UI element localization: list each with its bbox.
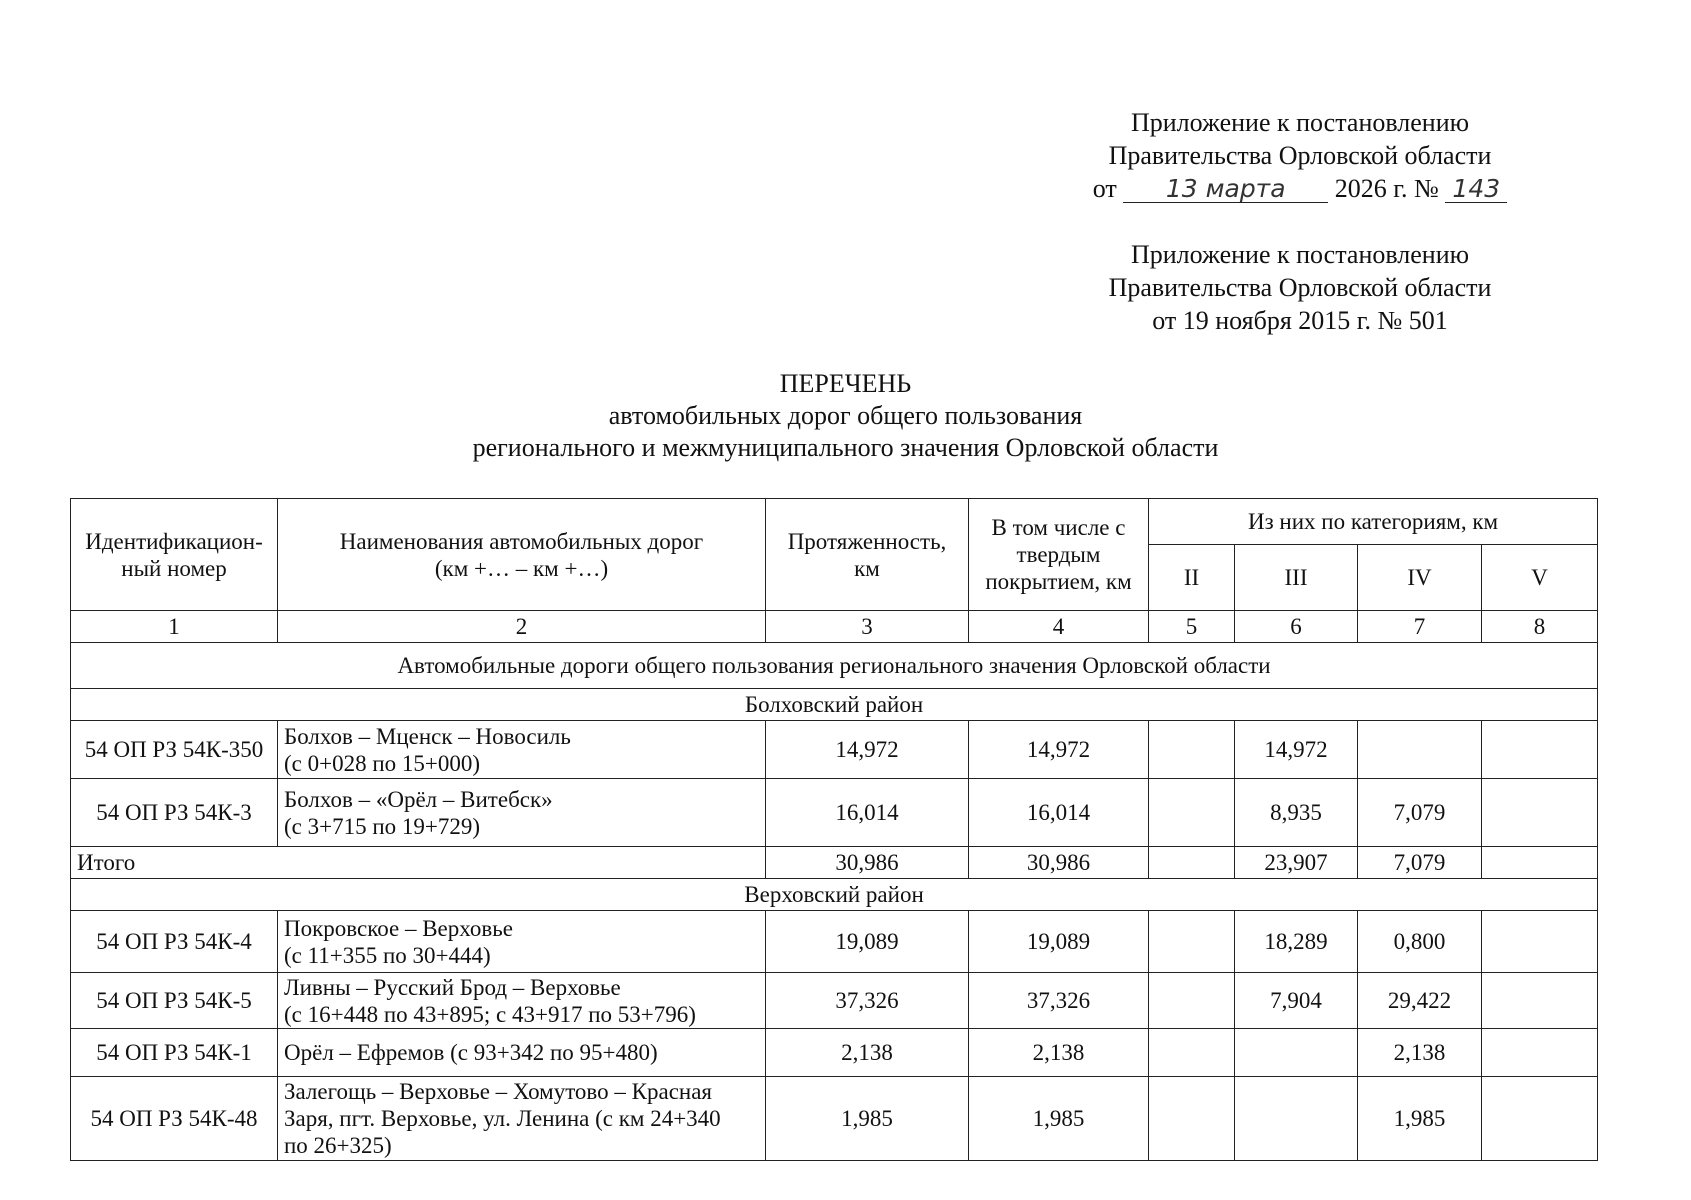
header-new-line2: Правительства Орловской области bbox=[1108, 141, 1492, 170]
road-name bbox=[278, 1077, 766, 1161]
col-number: 6 bbox=[1235, 611, 1358, 643]
road-cat-ii bbox=[1149, 1029, 1235, 1077]
road-cat-v bbox=[1482, 911, 1598, 973]
col-header-cat-iii: III bbox=[1235, 545, 1358, 611]
road-name bbox=[278, 721, 766, 779]
road-name-line: (с 0+028 по 15+000) bbox=[284, 750, 481, 776]
road-cat-ii bbox=[1149, 721, 1235, 779]
road-name-line: Ливны – Русский Брод – Верховье bbox=[284, 974, 621, 1000]
road-paved: 14,972 bbox=[969, 721, 1149, 779]
header-new-prefix: от bbox=[1092, 174, 1117, 203]
col-header-length: Протяженность, км bbox=[766, 499, 969, 611]
col-number: 8 bbox=[1482, 611, 1598, 643]
title-line1: ПЕРЕЧЕНЬ bbox=[779, 369, 912, 398]
road-cat-v bbox=[1482, 1029, 1598, 1077]
table-row bbox=[71, 1029, 1598, 1077]
road-cat-ii bbox=[1149, 779, 1235, 847]
total-paved: 30,986 bbox=[969, 847, 1149, 879]
header-old-line1: Приложение к постановлению bbox=[1130, 240, 1470, 269]
road-id: 54 ОП РЗ 54К-5 bbox=[71, 973, 278, 1029]
header-new-line1: Приложение к постановлению bbox=[1130, 108, 1470, 137]
road-id: 54 ОП РЗ 54К-3 bbox=[71, 779, 278, 847]
road-id: 54 ОП РЗ 54К-48 bbox=[71, 1077, 278, 1161]
road-cat-ii bbox=[1149, 911, 1235, 973]
title-line2: автомобильных дорог общего пользования bbox=[608, 401, 1083, 430]
road-cat-ii bbox=[1149, 973, 1235, 1029]
total-row bbox=[71, 847, 1598, 879]
road-id: 54 ОП РЗ 54К-4 bbox=[71, 911, 278, 973]
header-old-line2: Правительства Орловской области bbox=[1108, 273, 1492, 302]
road-length: 1,985 bbox=[766, 1077, 969, 1161]
table-row bbox=[71, 911, 1598, 973]
road-cat-iv: 1,985 bbox=[1358, 1077, 1482, 1161]
road-name-line: Болхов – Мценск – Новосиль bbox=[284, 723, 571, 749]
road-name-line: Заря, пгт. Верховье, ул. Ленина (с км 24+340 bbox=[284, 1106, 721, 1131]
col-header-name-line1: Наименования автомобильных дорог bbox=[339, 528, 704, 554]
table-row bbox=[71, 973, 1598, 1029]
road-name-line: по 26+325) bbox=[284, 1133, 392, 1158]
total-label: Итого bbox=[71, 847, 766, 879]
road-name-line: (с 11+355 по 30+444) bbox=[284, 942, 491, 968]
road-cat-iii: 7,904 bbox=[1235, 973, 1358, 1029]
header-old-line3: от 19 ноября 2015 г. № 501 bbox=[1152, 306, 1448, 335]
road-length: 2,138 bbox=[766, 1029, 969, 1077]
document-title bbox=[0, 368, 1691, 464]
road-name-line: Покровское – Верховье bbox=[284, 915, 513, 941]
total-cat-ii bbox=[1149, 847, 1235, 879]
road-name bbox=[278, 973, 766, 1029]
road-cat-iii bbox=[1235, 1077, 1358, 1161]
table-row bbox=[71, 779, 1598, 847]
col-number: 4 bbox=[969, 611, 1149, 643]
road-cat-v bbox=[1482, 721, 1598, 779]
road-cat-iii: 18,289 bbox=[1235, 911, 1358, 973]
col-header-cat-ii: II bbox=[1149, 545, 1235, 611]
col-number: 5 bbox=[1149, 611, 1235, 643]
table-row bbox=[71, 721, 1598, 779]
section-row bbox=[71, 643, 1598, 689]
section-title: Автомобильные дороги общего пользования регионального значения Орловской области bbox=[71, 643, 1598, 689]
table-row bbox=[71, 1077, 1598, 1161]
road-id: 54 ОП РЗ 54К-350 bbox=[71, 721, 278, 779]
road-name bbox=[278, 911, 766, 973]
road-name-line: Залегощь – Верховье – Хомутово – Красная bbox=[284, 1079, 712, 1104]
district-row bbox=[71, 879, 1598, 911]
col-number: 7 bbox=[1358, 611, 1482, 643]
handwritten-number: 143 bbox=[1445, 176, 1507, 203]
road-cat-iv: 2,138 bbox=[1358, 1029, 1482, 1077]
handwritten-date: 13 марта bbox=[1123, 176, 1328, 203]
road-name bbox=[278, 1029, 766, 1077]
column-number-row bbox=[71, 611, 1598, 643]
header-new-resolution bbox=[1090, 106, 1510, 205]
col-header-id: Идентификацион-ный номер bbox=[71, 499, 278, 611]
district-row bbox=[71, 689, 1598, 721]
district-title: Верховский район bbox=[71, 879, 1598, 911]
title-line3: регионального и межмуниципального значения Орловской области bbox=[472, 433, 1219, 462]
road-cat-iii: 8,935 bbox=[1235, 779, 1358, 847]
col-header-cat-iv: IV bbox=[1358, 545, 1482, 611]
road-paved: 19,089 bbox=[969, 911, 1149, 973]
col-header-cat-v: V bbox=[1482, 545, 1598, 611]
header-new-year: 2026 г. № bbox=[1334, 174, 1439, 203]
road-cat-iv: 7,079 bbox=[1358, 779, 1482, 847]
road-name-line: Орёл – Ефремов (с 93+342 по 95+480) bbox=[284, 1040, 658, 1065]
road-cat-iii bbox=[1235, 1029, 1358, 1077]
road-length: 14,972 bbox=[766, 721, 969, 779]
header-row bbox=[71, 499, 1598, 545]
road-cat-ii bbox=[1149, 1077, 1235, 1161]
road-name-line: Болхов – «Орёл – Витебск» bbox=[284, 786, 553, 812]
col-number: 3 bbox=[766, 611, 969, 643]
road-name bbox=[278, 779, 766, 847]
col-header-categories: Из них по категориям, км bbox=[1149, 499, 1598, 545]
col-header-name bbox=[278, 499, 766, 611]
road-id: 54 ОП РЗ 54К-1 bbox=[71, 1029, 278, 1077]
road-cat-v bbox=[1482, 973, 1598, 1029]
road-cat-iv: 0,800 bbox=[1358, 911, 1482, 973]
road-cat-iii: 14,972 bbox=[1235, 721, 1358, 779]
total-cat-iv: 7,079 bbox=[1358, 847, 1482, 879]
roads-table bbox=[70, 498, 1598, 1161]
header-old-resolution bbox=[1090, 238, 1510, 337]
road-length: 37,326 bbox=[766, 973, 969, 1029]
road-paved: 2,138 bbox=[969, 1029, 1149, 1077]
header-new-line3 bbox=[1090, 172, 1510, 205]
road-length: 16,014 bbox=[766, 779, 969, 847]
total-cat-v bbox=[1482, 847, 1598, 879]
total-cat-iii: 23,907 bbox=[1235, 847, 1358, 879]
road-paved: 37,326 bbox=[969, 973, 1149, 1029]
road-paved: 16,014 bbox=[969, 779, 1149, 847]
district-title: Болховский район bbox=[71, 689, 1598, 721]
road-name-line: (с 3+715 по 19+729) bbox=[284, 813, 481, 839]
col-number: 2 bbox=[278, 611, 766, 643]
total-length: 30,986 bbox=[766, 847, 969, 879]
road-name-line: (с 16+448 по 43+895; с 43+917 по 53+796) bbox=[284, 1001, 696, 1027]
col-header-name-line2: (км +… – км +…) bbox=[434, 555, 609, 581]
road-cat-iv: 29,422 bbox=[1358, 973, 1482, 1029]
road-length: 19,089 bbox=[766, 911, 969, 973]
road-paved: 1,985 bbox=[969, 1077, 1149, 1161]
col-header-paved: В том числе с твердым покрытием, км bbox=[969, 499, 1149, 611]
road-cat-v bbox=[1482, 779, 1598, 847]
col-number: 1 bbox=[71, 611, 278, 643]
road-cat-v bbox=[1482, 1077, 1598, 1161]
road-cat-iv bbox=[1358, 721, 1482, 779]
